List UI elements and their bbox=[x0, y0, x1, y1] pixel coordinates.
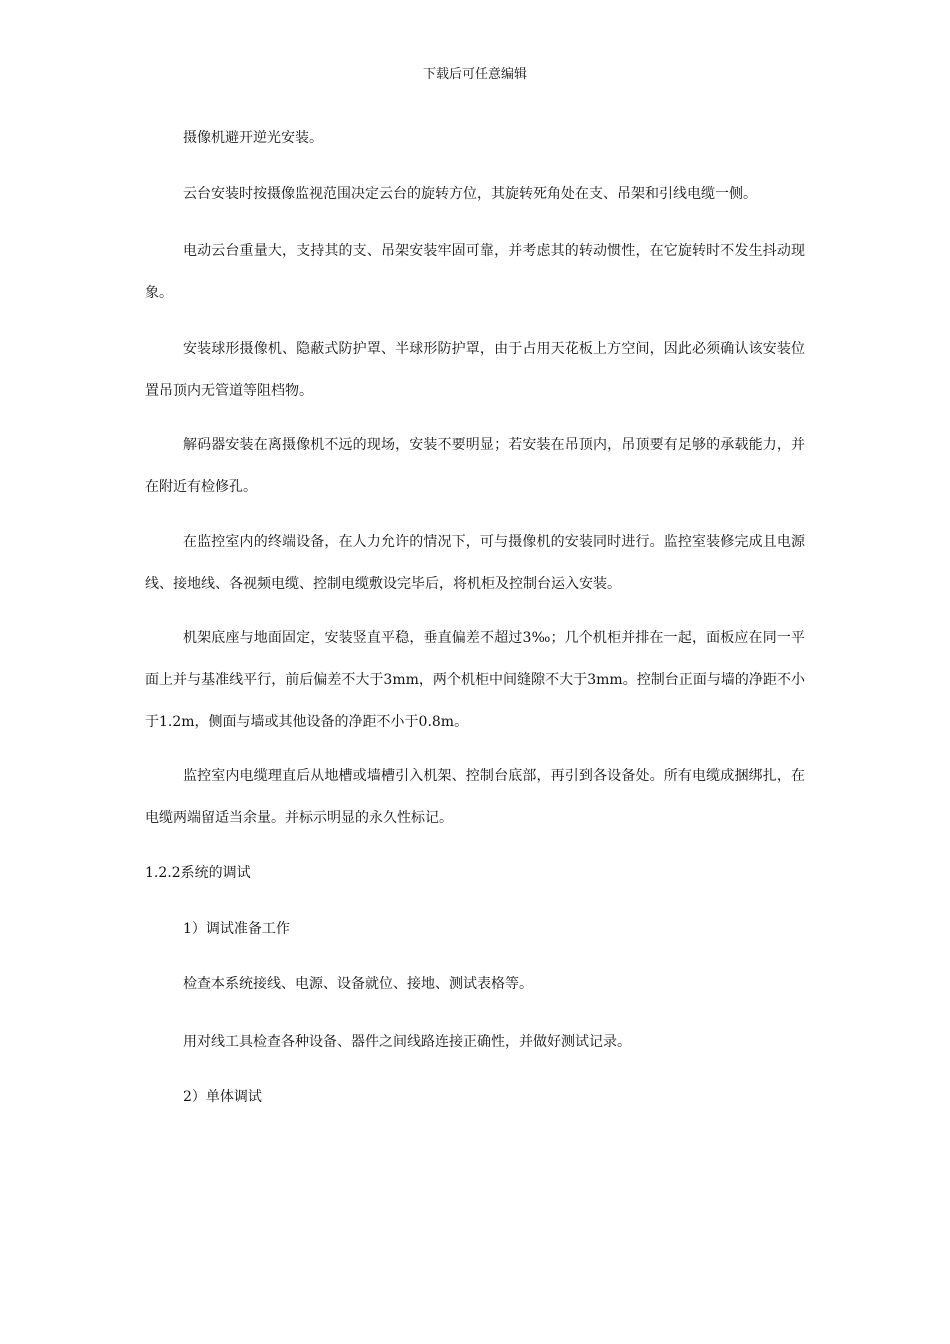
paragraph-rack-base: 机架底座与地面固定，安装竖直平稳，垂直偏差不超过3‰；几个机柜并排在一起，面板应在同一平面上并与基准线平行，前后偏差不大于3mm，两个机柜中间缝隙不大于3mm。控制台正面与墙的净距不小于1.2m，侧面与墙或其他设备的净距不小于0.8m。 bbox=[145, 630, 805, 730]
subsection-unit-test-title: 2）单体调试 bbox=[183, 1089, 262, 1105]
paragraph-pan-tilt-install: 云台安装时按摄像监视范围决定云台的旋转方位，其旋转死角处在支、吊架和引线电缆一侧。 bbox=[183, 186, 757, 202]
prep-wiring-line: 用对线工具检查各种设备、器件之间线路连接正确性，并做好测试记录。 bbox=[183, 1034, 631, 1050]
paragraph-cable-routing: 监控室内电缆理直后从地槽或墙槽引入机架、控制台底部，再引到各设备处。所有电缆成捆绑扎，在电缆两端留适当余量。并标示明显的永久性标记。 bbox=[145, 768, 805, 826]
paragraph-terminal-equipment: 在监控室内的终端设备，在人力允许的情况下，可与摄像机的安装同时进行。监控室装修完成且电源线、接地线、各视频电缆、控制电缆敷设完毕后，将机柜及控制台运入安装。 bbox=[145, 534, 805, 592]
subsection-prep-title: 1）调试准备工作 bbox=[183, 921, 290, 937]
paragraph-dome-camera: 安装球形摄像机、隐蔽式防护罩、半球形防护罩，由于占用天花板上方空间，因此必须确认该安装位置吊顶内无管道等阻档物。 bbox=[145, 341, 805, 399]
section-heading: 1.2.2系统的调试 bbox=[145, 865, 251, 881]
prep-check-line: 检查本系统接线、电源、设备就位、接地、测试表格等。 bbox=[183, 976, 533, 992]
page-header: 下载后可任意编辑 bbox=[422, 67, 527, 82]
paragraph-pan-tilt-support: 电动云台重量大，支持其的支、吊架安装牢固可靠，并考虑其的转动惯性，在它旋转时不发生抖动现象。 bbox=[145, 243, 805, 301]
paragraph-camera-backlight: 摄像机避开逆光安装。 bbox=[183, 130, 323, 146]
paragraph-decoder: 解码器安装在离摄像机不远的现场，安装不要明显；若安装在吊顶内，吊顶要有足够的承载能力，并在附近有检修孔。 bbox=[145, 437, 805, 495]
